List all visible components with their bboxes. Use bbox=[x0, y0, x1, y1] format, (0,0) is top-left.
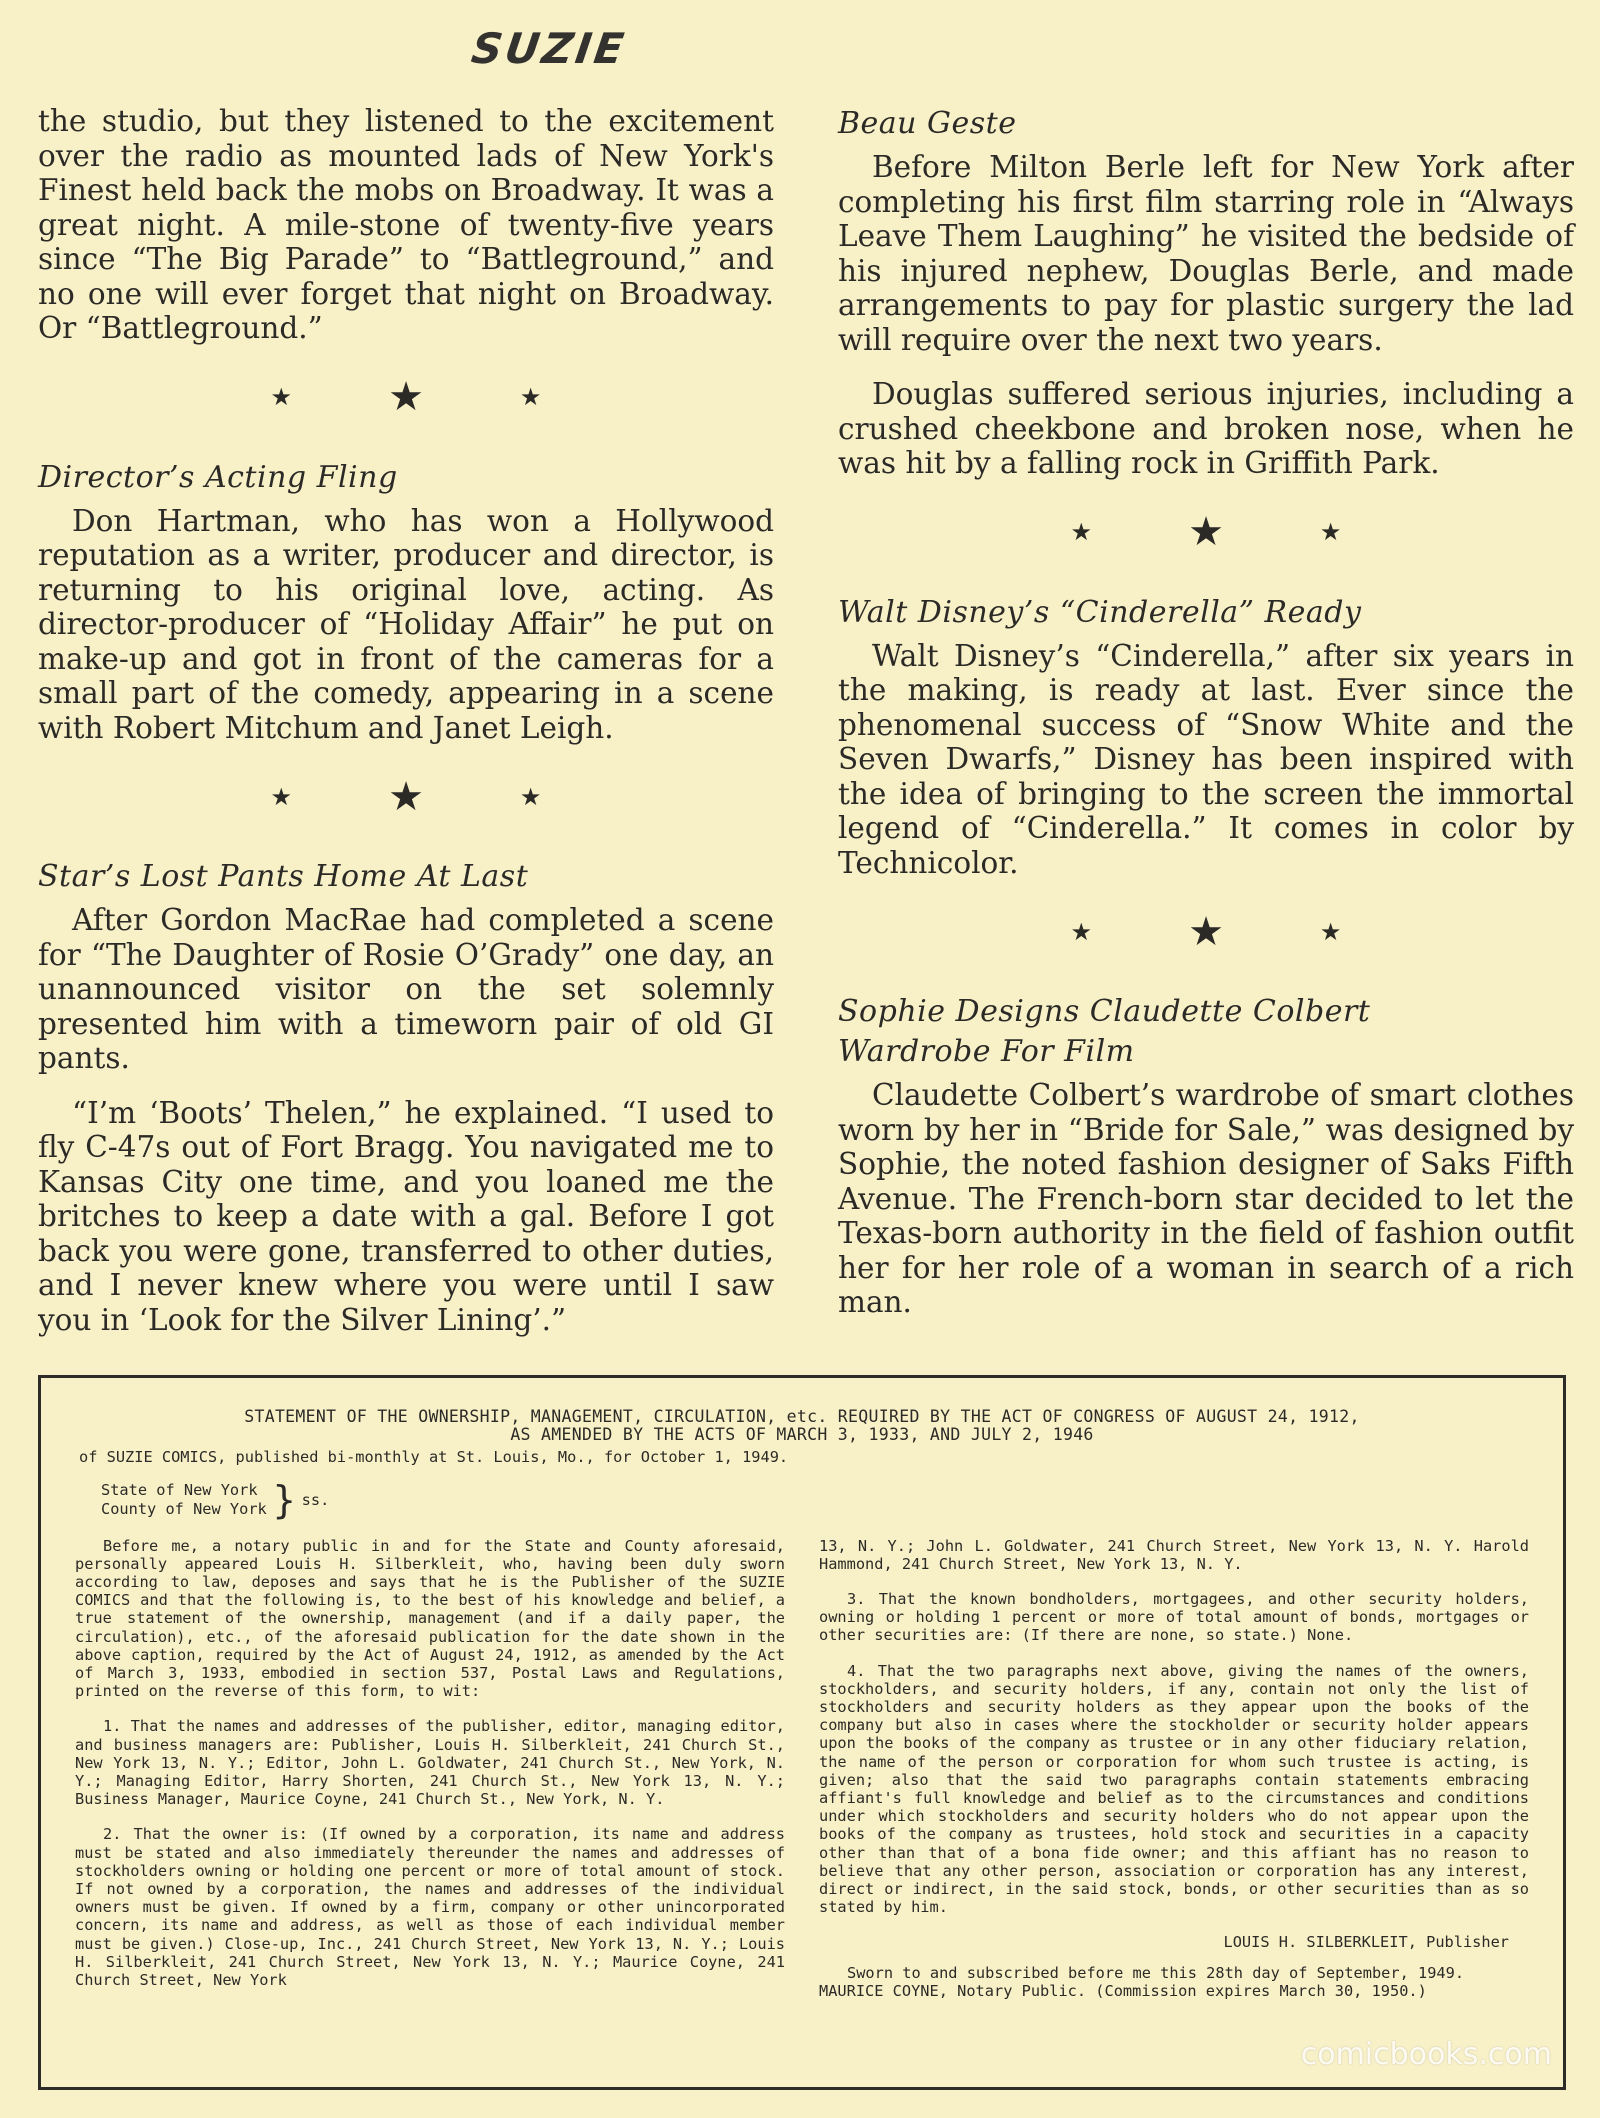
star-icon: ★ bbox=[1319, 917, 1342, 946]
star-icon: ★ bbox=[1070, 518, 1093, 547]
statement-left-column bbox=[75, 1537, 785, 2007]
star-separator bbox=[838, 501, 1574, 565]
star-icon: ★ bbox=[1188, 509, 1224, 556]
suzie-logo: SUZIE bbox=[468, 24, 630, 73]
statement-right-column bbox=[819, 1537, 1529, 2007]
article-paragraph: “I’m ‘Boots’ Thelen,” he explained. “I used to fly C-47s out of Fort Bragg. You navigated me to Kansas City one time, and you loaned me the britches to keep a date with a gal. Before I got back you were gone, transferred to other duties, and I never knew where you were until I saw you in ‘Look for the Silver Lining’.” bbox=[38, 1095, 774, 1337]
article-paragraph: After Gordon MacRae had completed a scene for “The Daughter of Rosie O’Grady” one day, an unannounced visitor on the set solemnly presented him with a timeworn pair of old GI pants. bbox=[38, 903, 774, 1075]
article-title-directors-acting-fling: Director’s Acting Fling bbox=[38, 459, 398, 495]
statement-paragraph: 1. That the names and addresses of the publisher, editor, managing editor, and business managers are: Publisher, Louis H. Silberkleit, 241 Church St., New York 13, N. Y.; Editor, John L. Goldwater, 241 Church St., New York, N. Y.; Managing Editor, Harry Shorten, 241 Church St., New York 13, N. Y.; Business Manager, Maurice Coyne, 241 Church St., New York, N. Y. bbox=[75, 1717, 785, 1809]
ownership-statement-box bbox=[38, 1375, 1566, 2090]
statement-paragraph: Before me, a notary public in and for the State and County aforesaid, personally appeared Louis H. Silberkleit, who, having been duly sworn according to law, deposes and says that he is the Publisher of the SUZIE COMICS and that the following is, to the best of his knowledge and belief, a true statement of the ownership, management (and if a daily paper, the circulation), etc., of the aforesaid publication for the date shown in the above caption, required by the Act of August 24, 1912, as amended by the Act of March 3, 1933, embodied in section 537, Postal Laws and Regulations, printed on the reverse of this form, to wit: bbox=[75, 1536, 785, 1701]
statement-title-line: STATEMENT OF THE OWNERSHIP, MANAGEMENT, CIRCULATION, etc. REQUIRED BY THE ACT OF CONGRESS OF AUGUST 24, 1912, bbox=[244, 1407, 1360, 1426]
article-title-beau-geste: Beau Geste bbox=[838, 106, 1017, 141]
article-paragraph: Walt Disney’s “Cinderella,” after six years in the making, is ready at last. Ever since the phenomenal success of “Snow White and the Seven Dwarfs,” Disney has been inspired with the idea of bringing to the screen the immortal legend of “Cinderella.” It comes in color by Technicolor. bbox=[838, 638, 1574, 880]
right-column bbox=[838, 104, 1574, 1340]
continued-paragraph: the studio, but they listened to the excitement over the radio as mounted lads of New York's Finest held back the mobs on Broadway. It was a great night. A mile-stone of twenty-five years since “The Big Parade” to “Battleground,” and no one will ever forget that night on Broadway. Or “Battleground.” bbox=[38, 104, 774, 345]
article-title-stars-lost-pants: Star’s Lost Pants Home At Last bbox=[38, 859, 529, 894]
star-icon: ★ bbox=[1319, 518, 1342, 547]
statement-paragraph: 4. That the two paragraphs next above, giving the names of the owners, stockholders, and security holders, if any, contain not only the list of stockholders and security holders as they appear upon the books of the company but also in cases where the stockholder or security holder appears upon the books of the company as trustee or in any other fiduciary relation, the name of the person or corporation for whom such trustee is acting, is given; also that the said two paragraphs contain statements embracing affiant's full knowledge and belief as to the circumstances and conditions under which stockholders and security holders who do not appear upon the books of the company as trustees, hold stock and securities in a capacity other than that of a bona fide owner; and this affiant has no reason to believe that any other person, association or corporation has any interest, direct or indirect, in the said stock, bonds, or other securities than as so stated by him. bbox=[819, 1661, 1529, 1917]
article-paragraph: Claudette Colbert’s wardrobe of smart clothes worn by her in “Bride for Sale,” was designed by Sophie, the noted fashion designer of Saks Fifth Avenue. The French-born star decided to let the Texas-born authority in the field of fashion outfit her for her role of a woman in search of a rich man. bbox=[838, 1078, 1574, 1319]
star-icon: ★ bbox=[1188, 908, 1224, 955]
statement-columns bbox=[75, 1537, 1529, 2007]
brace-icon: } bbox=[272, 1477, 296, 1522]
article-title-cinderella: Walt Disney’s “Cinderella” Ready bbox=[838, 594, 1362, 630]
ss-label: ss. bbox=[301, 1490, 330, 1509]
star-separator bbox=[38, 765, 774, 829]
left-column bbox=[38, 104, 774, 1357]
star-icon: ★ bbox=[519, 383, 542, 412]
state-county-lines bbox=[101, 1481, 267, 1517]
state-county-block bbox=[101, 1477, 1529, 1522]
state-line: State of New York bbox=[101, 1481, 258, 1500]
article-paragraph: Don Hartman, who has won a Hollywood reputation as a writer, producer and director, is returning to his original love, acting. As director-producer of “Holiday Affair” he put on make-up and got in front of the cameras for a small part of the comedy, appearing in a scene with Robert Mitchum and Janet Leigh. bbox=[38, 503, 774, 745]
sworn-line: Sworn to and subscribed before me this 28th day of September, 1949. bbox=[847, 1963, 1465, 1982]
county-line: County of New York bbox=[101, 1499, 267, 1518]
statement-paragraph: 3. That the known bondholders, mortgagees, and other security holders, owning or holding 1 percent or more of total amount of bonds, mortgages or other securities are: (If there are none, so state.) None. bbox=[819, 1590, 1529, 1645]
star-icon: ★ bbox=[519, 782, 542, 811]
star-icon: ★ bbox=[388, 374, 424, 421]
star-icon: ★ bbox=[388, 773, 424, 820]
article-title-line: Sophie Designs Claudette Colbert bbox=[838, 994, 1371, 1029]
publication-line: of SUZIE COMICS, published bi-monthly at St. Louis, Mo., for October 1, 1949. bbox=[79, 1448, 789, 1467]
star-separator bbox=[838, 900, 1574, 964]
statement-paragraph: 2. That the owner is: (If owned by a corporation, its name and address must be stated and also immediately thereunder the names and addresses of stockholders owning or holding one percent or more of total amount of stock. If not owned by a corporation, the names and addresses of the individual owners must be given. If owned by a firm, company or other unincorporated concern, its name and address, as well as those of each individual member must be given.) Close-up, Inc., 241 Church Street, New York 13, N. Y.; Louis H. Silberkleit, 241 Church Street, New York 13, N. Y.; Maurice Coyne, 241 Church Street, New York bbox=[75, 1825, 785, 1990]
star-separator bbox=[38, 366, 774, 430]
statement-title bbox=[75, 1408, 1529, 1444]
article-paragraph: Douglas suffered serious injuries, including a crushed cheekbone and broken nose, when he was hit by a falling rock in Griffith Park. bbox=[838, 377, 1574, 480]
star-icon: ★ bbox=[270, 383, 293, 412]
article-title-sophie-designs bbox=[838, 992, 1574, 1072]
statement-paragraph: 13, N. Y.; John L. Goldwater, 241 Church Street, New York 13, N. Y. Harold Hammond, 241 Church Street, New York 13, N. Y. bbox=[819, 1536, 1529, 1573]
article-title-line: Wardrobe For Film bbox=[838, 1034, 1135, 1069]
site-watermark: comicbooks.com bbox=[1300, 2037, 1552, 2072]
publisher-signature: LOUIS H. SILBERKLEIT, Publisher bbox=[1223, 1933, 1509, 1952]
star-icon: ★ bbox=[270, 782, 293, 811]
star-icon: ★ bbox=[1070, 917, 1093, 946]
statement-title-line: AS AMENDED BY THE ACTS OF MARCH 3, 1933, AND JULY 2, 1946 bbox=[510, 1425, 1094, 1445]
article-paragraph: Before Milton Berle left for New York after completing his first film starring role in “Always Leave Them Laughing” he visited the bedside of his injured nephew, Douglas Berle, and made arrangements to pay for plastic surgery the lad will require over the next two years. bbox=[838, 150, 1574, 357]
notary-line: MAURICE COYNE, Notary Public. (Commission expires March 30, 1950.) bbox=[819, 1981, 1427, 2000]
